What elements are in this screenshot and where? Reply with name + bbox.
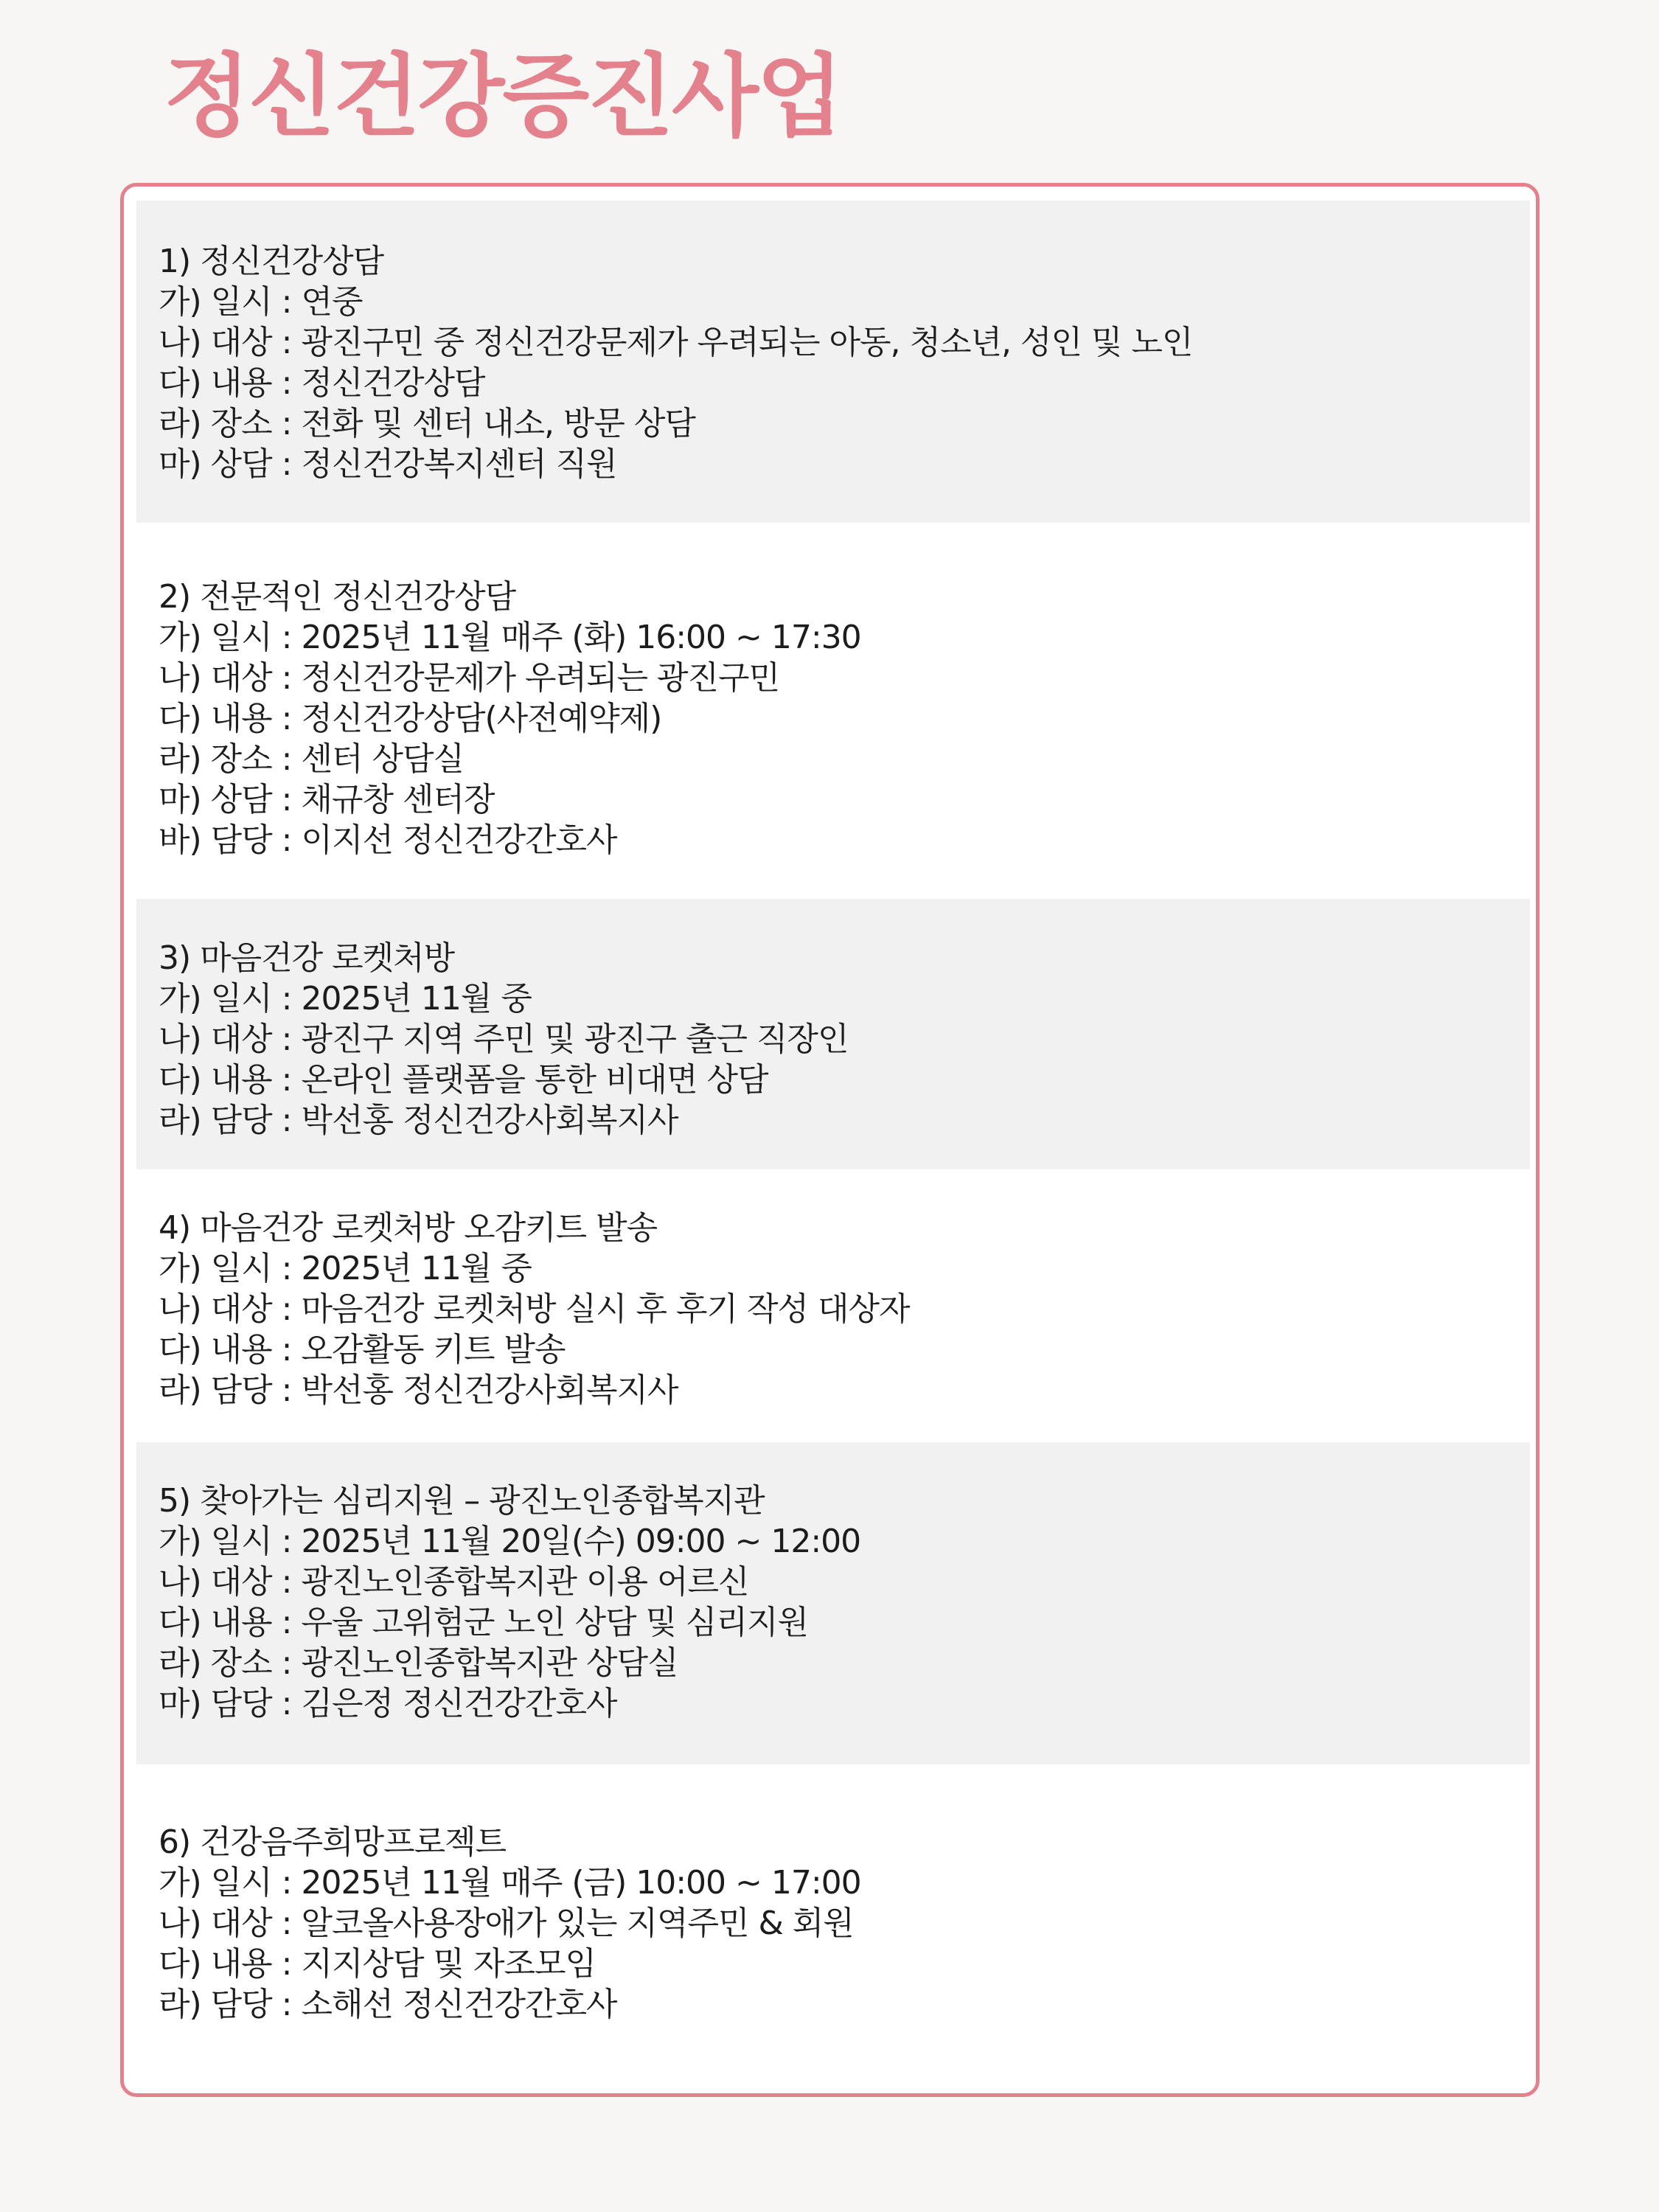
section-heading: 2) 전문적인 정신건강상담 <box>159 578 516 616</box>
section-line: 라) 장소 : 광진노인종합복지관 상담실 <box>159 1644 678 1682</box>
section-3 <box>136 899 1530 1169</box>
content-frame <box>120 183 1540 2097</box>
section-line: 라) 담당 : 박선홍 정신건강사회복지사 <box>159 1371 678 1409</box>
section-heading: 5) 찾아가는 심리지원 – 광진노인종합복지관 <box>159 1482 765 1520</box>
section-line: 나) 대상 : 정신건강문제가 우려되는 광진구민 <box>159 659 779 697</box>
section-4 <box>136 1169 1530 1442</box>
section-line: 나) 대상 : 광진구 지역 주민 및 광진구 출근 직장인 <box>159 1020 849 1058</box>
section-heading: 6) 건강음주희망프로젝트 <box>159 1823 507 1861</box>
section-line: 나) 대상 : 광진노인종합복지관 이용 어르신 <box>159 1563 749 1601</box>
section-line: 다) 내용 : 온라인 플랫폼을 통한 비대면 상담 <box>159 1061 768 1099</box>
section-heading: 1) 정신건강상담 <box>159 243 384 280</box>
section-1 <box>136 201 1530 523</box>
section-line: 다) 내용 : 정신건강상담(사전예약제) <box>159 700 662 737</box>
section-line: 나) 대상 : 마음건강 로켓처방 실시 후 후기 작성 대상자 <box>159 1290 910 1328</box>
section-heading: 3) 마음건강 로켓처방 <box>159 939 455 977</box>
section-line: 가) 일시 : 2025년 11월 매주 (금) 10:00 ~ 17:00 <box>159 1864 861 1902</box>
page-title: 정신건강증진사업 <box>164 44 841 149</box>
section-line: 나) 대상 : 광진구민 중 정신건강문제가 우려되는 아동, 청소년, 성인 및 노인 <box>159 324 1193 361</box>
section-line: 가) 일시 : 연중 <box>159 283 363 321</box>
section-line: 라) 장소 : 전화 및 센터 내소, 방문 상담 <box>159 405 695 442</box>
section-line: 다) 내용 : 우울 고위험군 노인 상담 및 심리지원 <box>159 1604 808 1641</box>
section-line: 다) 내용 : 지지상담 및 자조모임 <box>159 1945 596 1983</box>
section-line: 다) 내용 : 정신건강상담 <box>159 364 485 402</box>
section-line: 나) 대상 : 알코올사용장애가 있는 지역주민 & 회원 <box>159 1905 854 1942</box>
section-line: 바) 담당 : 이지선 정신건강간호사 <box>159 821 617 859</box>
section-heading: 4) 마음건강 로켓처방 오감키트 발송 <box>159 1209 658 1247</box>
section-line: 마) 담당 : 김은정 정신건강간호사 <box>159 1685 617 1722</box>
section-line: 라) 담당 : 소해선 정신건강간호사 <box>159 1986 617 2023</box>
section-line: 라) 담당 : 박선홍 정신건강사회복지사 <box>159 1102 678 1139</box>
section-2 <box>136 523 1530 899</box>
section-line: 마) 상담 : 채규창 센터장 <box>159 781 495 818</box>
section-line: 마) 상담 : 정신건강복지센터 직원 <box>159 445 617 483</box>
section-line: 가) 일시 : 2025년 11월 중 <box>159 980 532 1018</box>
section-line: 가) 일시 : 2025년 11월 중 <box>159 1250 532 1287</box>
section-line: 다) 내용 : 오감활동 키트 발송 <box>159 1331 566 1368</box>
section-line: 라) 장소 : 센터 상담실 <box>159 740 464 778</box>
section-line: 가) 일시 : 2025년 11월 매주 (화) 16:00 ~ 17:30 <box>159 619 861 656</box>
section-line: 가) 일시 : 2025년 11월 20일(수) 09:00 ~ 12:00 <box>159 1523 861 1560</box>
section-6 <box>136 1764 1530 2081</box>
section-5 <box>136 1442 1530 1764</box>
